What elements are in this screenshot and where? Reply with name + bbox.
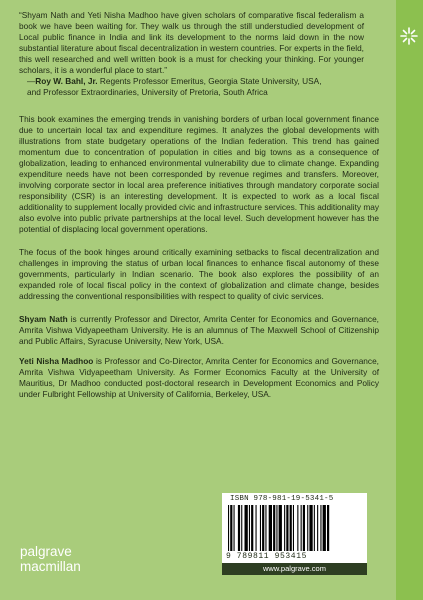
barcode xyxy=(228,505,361,551)
barcode-bar xyxy=(293,505,294,551)
barcode-box xyxy=(222,493,367,566)
barcode-bar xyxy=(269,505,272,551)
back-cover-text xyxy=(19,10,379,400)
publisher-logo xyxy=(20,544,81,574)
barcode-bar xyxy=(320,505,321,551)
barcode-bar xyxy=(273,505,275,551)
barcode-bar xyxy=(245,505,248,551)
barcode-bar xyxy=(327,505,329,551)
description-paragraph-2: The focus of the book hinges around critically examining setbacks to fiscal decentralization and challenges in improving the status of urban local finances to enhance fiscal autonomy of these governments, particularly in Indian scenario. The book also explores the possibility of an expanded role of local fiscal policy in the context of globalization and climate change, besides addressing the conventional responsibilities with respect to quality of civic services. xyxy=(19,247,379,301)
publisher-name-line-1: palgrave xyxy=(20,544,72,559)
isbn-label: ISBN 978-981-19-5341-5 xyxy=(230,495,334,503)
author-bio-text-1: is currently Professor and Director, Amrita Center for Economics and Governance, Amrita Vishwa Vidyapeetham University. He is an alumnus of The Maxwell School of Citizenship and Public Affairs, Syracuse University, New York, USA. xyxy=(19,314,379,346)
barcode-bar xyxy=(323,505,326,551)
attribution-dash: — xyxy=(27,76,36,86)
publisher-url[interactable]: www.palgrave.com xyxy=(222,563,367,575)
endorsement-attribution xyxy=(19,76,379,87)
description-paragraph-1: This book examines the emerging trends in vanishing borders of urban local government finance due to uncertain local tax and expenditure regimes. It analyzes the global developments with illustrations from state budgetary operations of the Indian federation. This trend has gained momentum due to concentration of population in cities and big towns as a consequence of globalization, leading to enhanced environmental vulnerability due to climate change. Expanding expenditure needs have not been corresponded by revenue regimes and transfers. Moreover, involving corporate sector in local area preference initiatives through mandatory corporate social responsibility (CSR) is an interesting development. It is expected to work as a local fiscal additionality to supplement locally provided civic and infrastructure services. This additionality may also evolve into public private partnerships at the local level. Such development however has the potential of displacing local government operations. xyxy=(19,114,380,234)
barcode-bar xyxy=(314,505,315,551)
endorser-name: Roy W. Bahl, Jr. xyxy=(35,76,98,86)
publisher-name-line-2: macmillan xyxy=(20,559,81,574)
barcode-bar xyxy=(317,505,318,551)
barcode-bar xyxy=(297,505,298,551)
barcode-bar xyxy=(279,505,282,551)
author-bio-text-2: is Professor and Co-Director, Amrita Center for Economics and Governance, Amrita Vishwa Vidyapeetham University. As Former Economics Faculty at the University of Mauritius, Dr Madhoo conducted post-doctoral research in Development Economics and Policy under Fulbright Fellowship at University of California, Berkeley, USA. xyxy=(19,356,379,399)
palgrave-spark-icon xyxy=(400,27,418,45)
barcode-bar xyxy=(301,505,302,551)
barcode-bar xyxy=(249,505,250,551)
barcode-bar xyxy=(309,505,312,551)
author-name-2: Yeti Nisha Madhoo xyxy=(19,356,94,366)
barcode-bar xyxy=(230,505,232,551)
barcode-bar xyxy=(265,505,266,551)
endorser-affiliation: Regents Professor Emeritus, Georgia State University, USA, xyxy=(97,76,322,86)
author-name-1: Shyam Nath xyxy=(19,314,68,324)
barcode-bar xyxy=(262,505,264,551)
barcode-bar xyxy=(238,505,240,551)
barcode-digits: 9 789811 953415 xyxy=(226,552,308,561)
barcode-bar xyxy=(307,505,308,551)
barcode-bar xyxy=(290,505,292,551)
endorsement-quote: “Shyam Nath and Yeti Nisha Madhoo have given scholars of comparative fiscal federalism a book we have been waiting for. They walk us through the still understudied development of Local public finance in India and link its development to the norms laid down in the now substantial literature about fiscal decentralization in western countries. For experts in the field, this well researched and well written book is a must for checking your thinking. For younger scholars, it is a wonderful place to start.” xyxy=(19,10,364,75)
barcode-bar xyxy=(284,505,285,551)
barcode-bar xyxy=(286,505,288,551)
barcode-bar xyxy=(241,505,242,551)
endorser-affiliation-continued: and Professor Extraordinaries, University of Pretoria, South Africa xyxy=(27,87,268,97)
barcode-bar xyxy=(260,505,261,551)
barcode-bar xyxy=(228,505,229,551)
barcode-bar xyxy=(256,505,257,551)
barcode-bar xyxy=(251,505,253,551)
barcode-bar xyxy=(234,505,235,551)
spine xyxy=(396,0,423,600)
author-bio-1 xyxy=(19,314,379,347)
barcode-bar xyxy=(276,505,277,551)
barcode-bar xyxy=(303,505,305,551)
author-bio-2 xyxy=(19,356,379,400)
